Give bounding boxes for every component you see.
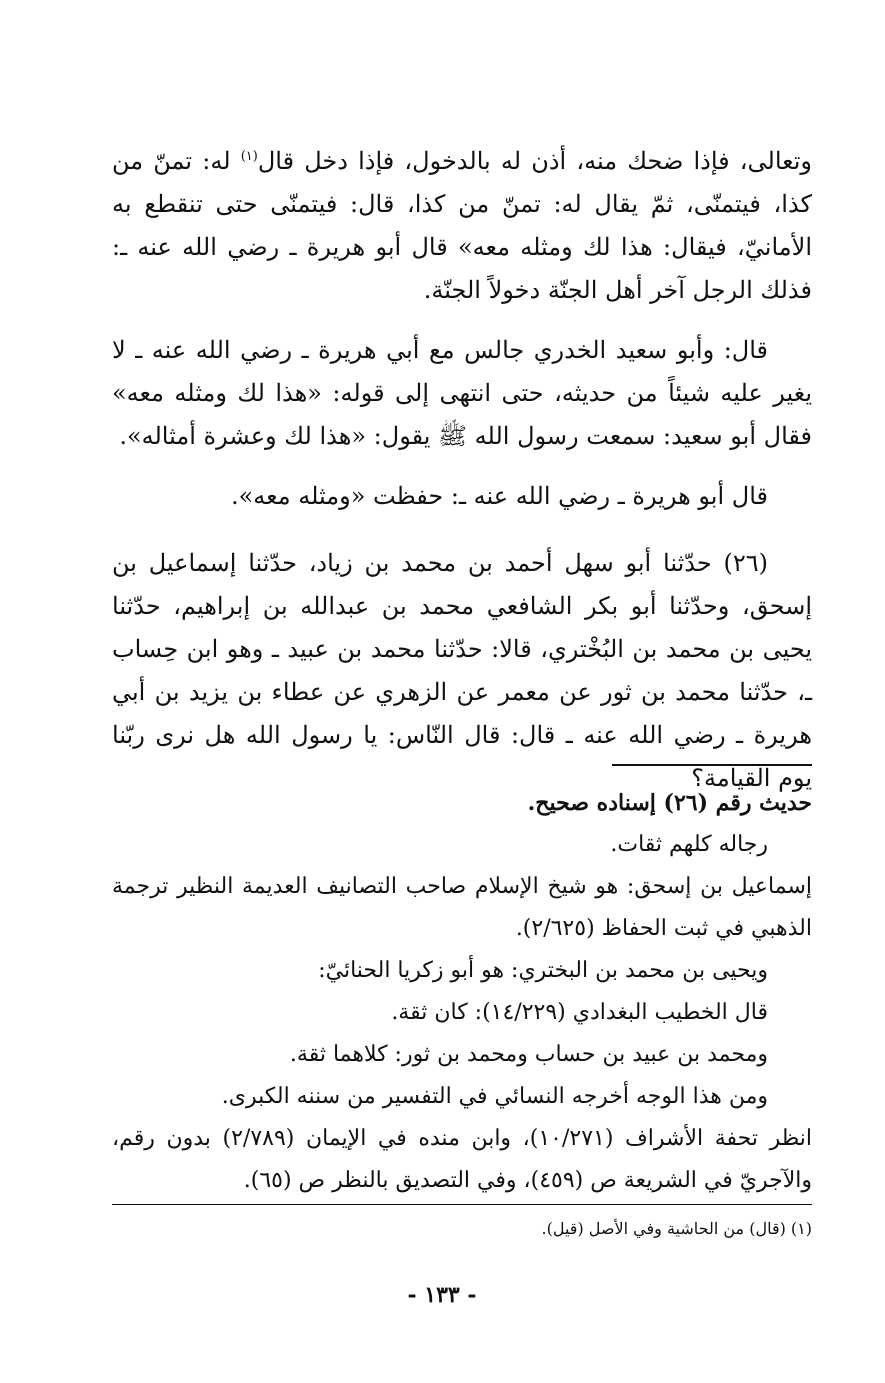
note-line: ومن هذا الوجه أخرجه النسائي في التفسير من سننه الكبرى.: [221, 1084, 768, 1109]
footnote: (١) (قال) من الحاشية وفي الأصل (قيل).: [541, 1219, 812, 1238]
note-line: ومحمد بن عبيد بن حساب ومحمد بن ثور: كلاهما ثقة.: [289, 1042, 768, 1067]
notes-divider: [612, 764, 812, 766]
main-text: [112, 140, 812, 800]
note-line: انظر تحفة الأشراف (١٠/٢٧١)، وابن منده في الإيمان (٢/٧٨٩) بدون رقم، والآجريّ في الشريعة ص (٤٥٩)، وفي التصديق بالنظر ص (٦٥).: [112, 1126, 812, 1193]
page-number: - ١٣٣ -: [407, 1282, 477, 1308]
paragraph-text: له: تمنّ من كذا، فيتمنّى، ثمّ يقال له: تمنّ من كذا، قال: فيتمنّى حتى تنقطع به الأمانيّ، فيقال: هذا لك ومثله معه» قال أبو هريرة ـ رضي الله عنه ـ: فذلك الرجل آخر أهل الجنّة دخولاً الجنّة.: [112, 147, 812, 304]
paragraph-abu-hurayra: قال أبو هريرة ـ رضي الله عنه ـ: حفظت «ومثله معه».: [230, 482, 768, 510]
paragraph-text: وتعالى، فإذا ضحك منه، أذن له بالدخول، فإذا دخل قال: [257, 147, 812, 175]
paragraph-abu-said: قال: وأبو سعيد الخدري جالس مع أبي هريرة ـ رضي الله عنه ـ لا يغير عليه شيئاً من حديثه، حتى انتهى إلى قوله: «هذا لك ومثله معه» فقال أبو سعيد: سمعت رسول الله ﷺ يقول: «هذا لك وعشرة أمثاله».: [112, 336, 812, 450]
footnote-rule: [112, 1204, 812, 1205]
footnote-reference: (١): [240, 149, 258, 164]
note-line: ويحيى بن محمد بن البختري: هو أبو زكريا الحنائيّ:: [318, 958, 768, 983]
paragraph-hadith-26: (٢٦) حدّثنا أبو سهل أحمد بن محمد بن زياد، حدّثنا إسماعيل بن إسحق، وحدّثنا أبو بكر الشافعي محمد بن عبدالله بن إبراهيم، حدّثنا يحيى بن محمد بن البُخْتري، قالا: حدّثنا محمد بن عبيد ـ وهو ابن حِساب ـ، حدّثنا محمد بن ثور عن معمر عن الزهري عن عطاء بن يزيد بن أبي هريرة ـ رضي الله عنه ـ قال: قال النّاس: يا رسول الله هل نرى ربّنا يوم القيامة؟: [112, 549, 812, 792]
notes-heading: حديث رقم (٢٦) إسناده صحيح.: [527, 790, 812, 816]
note-line: إسماعيل بن إسحق: هو شيخ الإسلام صاحب التصانيف العديمة النظير ترجمة الذهبي في ثبت الحفاظ (٢/٦٢٥).: [112, 874, 812, 941]
paragraph-hadith-continuation: [112, 140, 812, 312]
note-line: رجاله كلهم ثقات.: [610, 832, 768, 857]
note-line: قال الخطيب البغدادي (١٤/٢٢٩): كان ثقة.: [391, 1000, 768, 1025]
commentary-notes: [112, 782, 812, 1202]
